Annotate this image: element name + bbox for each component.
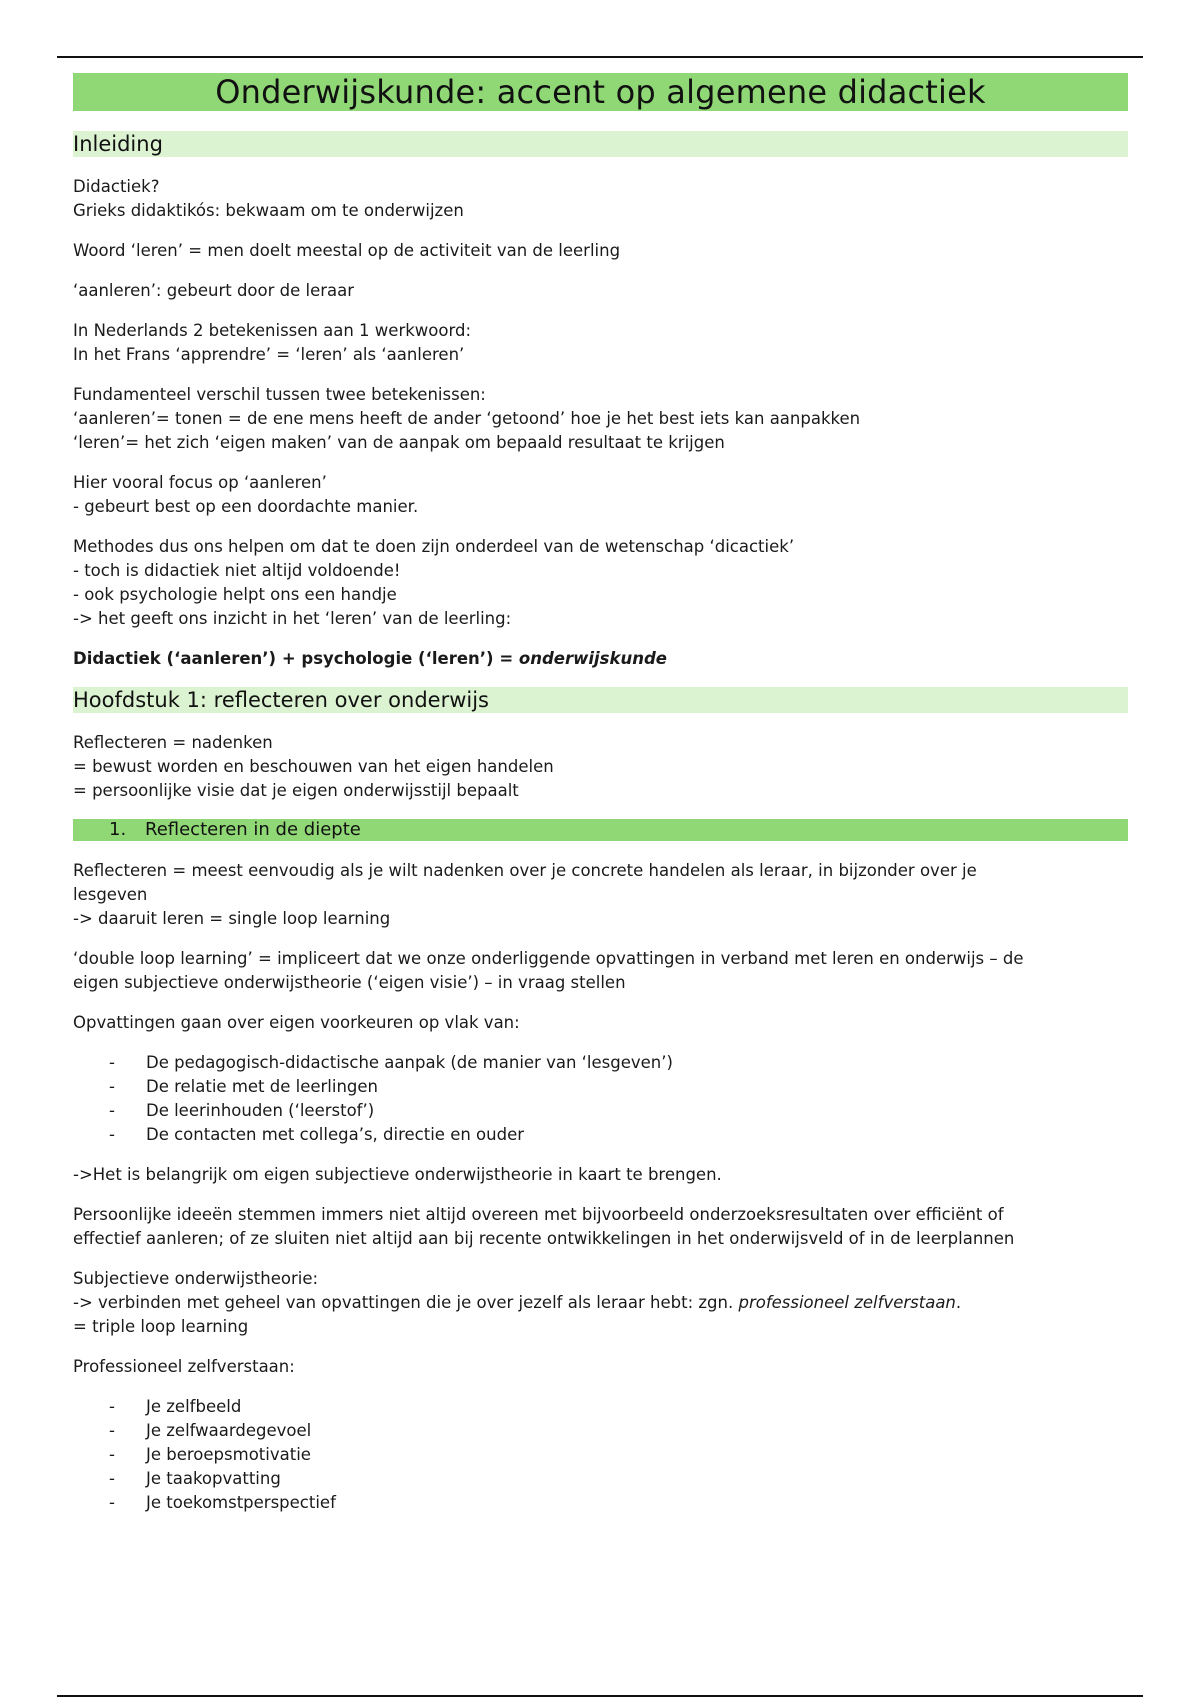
text-line: Didactiek? <box>73 177 160 196</box>
list-item-text: Je taakopvatting <box>146 1469 281 1488</box>
text-line: Hier vooral focus op ‘aanleren’ <box>73 473 327 492</box>
text-line: Grieks didaktikós: bekwaam om te onderwijzen <box>73 201 464 220</box>
text-line: ‘double loop learning’ = impliceert dat we onze onderliggende opvattingen in verband met leren en onderwijs – de <box>73 949 1024 968</box>
term-italic: professioneel zelfverstaan <box>738 1293 956 1312</box>
list-item-text: De relatie met de leerlingen <box>146 1077 379 1096</box>
list-dash: - <box>109 1421 115 1440</box>
zelfverstaan-list <box>73 1395 1128 1515</box>
text-line: Reflecteren = nadenken <box>73 733 273 752</box>
text-line: = persoonlijke visie dat je eigen onderwijsstijl bepaalt <box>73 781 519 800</box>
text-line: ‘leren’= het zich ‘eigen maken’ van de aanpak om bepaald resultaat te krijgen <box>73 433 725 452</box>
list-item <box>73 1443 1128 1467</box>
list-item-text: De pedagogisch-didactische aanpak (de manier van ‘lesgeven’) <box>146 1053 673 1072</box>
paragraph <box>73 383 1128 455</box>
paragraph <box>73 731 1128 803</box>
paragraph: Professioneel zelfverstaan: <box>73 1357 295 1376</box>
list-dash: - <box>109 1053 115 1072</box>
paragraph <box>73 471 1128 519</box>
summary-bold: Didactiek (‘aanleren’) + psychologie (‘leren’) = <box>73 649 514 668</box>
top-rule <box>57 56 1143 58</box>
text-line: Methodes dus ons helpen om dat te doen zijn onderdeel van de wetenschap ‘dicactiek’ <box>73 537 795 556</box>
opvattingen-list <box>73 1051 1128 1147</box>
paragraph <box>73 319 1128 367</box>
paragraph <box>73 947 1128 995</box>
list-item <box>73 1395 1128 1419</box>
text-line: = bewust worden en beschouwen van het eigen handelen <box>73 757 554 776</box>
text-line: lesgeven <box>73 885 148 904</box>
summary-formula <box>73 647 1128 671</box>
text-line <box>73 1291 1128 1315</box>
list-dash: - <box>109 1493 115 1512</box>
document-title: Onderwijskunde: accent op algemene didactiek <box>73 73 1128 111</box>
subheading-text: Reflecteren in de diepte <box>145 819 361 840</box>
list-item <box>73 1419 1128 1443</box>
list-item-text: Je zelfwaardegevoel <box>146 1421 312 1440</box>
paragraph: ‘aanleren’: gebeurt door de leraar <box>73 281 355 300</box>
list-item-text: Je zelfbeeld <box>146 1397 242 1416</box>
text-line: ‘aanleren’= tonen = de ene mens heeft de ander ‘getoond’ hoe je het best iets kan aanpakken <box>73 409 861 428</box>
text-line: In het Frans ‘apprendre’ = ‘leren’ als ‘aanleren’ <box>73 345 465 364</box>
list-item-text: Je toekomstperspectief <box>146 1493 336 1512</box>
text-line: Subjectieve onderwijstheorie: <box>73 1269 319 1288</box>
text-line: Persoonlijke ideeën stemmen immers niet altijd overeen met bijvoorbeeld onderzoeksresultaten over efficiënt of <box>73 1205 1004 1224</box>
list-dash: - <box>109 1469 115 1488</box>
paragraph: ->Het is belangrijk om eigen subjectieve onderwijstheorie in kaart te brengen. <box>73 1165 722 1184</box>
text-line: In Nederlands 2 betekenissen aan 1 werkwoord: <box>73 321 471 340</box>
text-line: = triple loop learning <box>73 1317 249 1336</box>
list-item-text: De leerinhouden (‘leerstof’) <box>146 1101 375 1120</box>
summary-italic: onderwijskunde <box>518 649 667 668</box>
heading-inleiding: Inleiding <box>73 131 1128 157</box>
text-line: - gebeurt best op een doordachte manier. <box>73 497 419 516</box>
list-item <box>73 1051 1128 1075</box>
list-item-text: Je beroepsmotivatie <box>146 1445 311 1464</box>
text-run: -> verbinden met geheel van opvattingen die je over jezelf als leraar hebt: zgn. <box>73 1293 734 1312</box>
list-dash: - <box>109 1125 115 1144</box>
paragraph <box>73 859 1128 931</box>
text-line: Fundamenteel verschil tussen twee betekenissen: <box>73 385 486 404</box>
subheading-number: 1. <box>109 819 127 840</box>
text-line: -> daaruit leren = single loop learning <box>73 909 391 928</box>
list-item <box>73 1099 1128 1123</box>
subheading-reflecteren <box>73 819 1128 841</box>
text-line: -> het geeft ons inzicht in het ‘leren’ van de leerling: <box>73 609 512 628</box>
list-dash: - <box>109 1397 115 1416</box>
text-line: effectief aanleren; of ze sluiten niet altijd aan bij recente ontwikkelingen in het onderwijsveld of in de leerplannen <box>73 1229 1015 1248</box>
bottom-rule <box>57 1695 1143 1697</box>
list-item <box>73 1075 1128 1099</box>
list-dash: - <box>109 1445 115 1464</box>
text-line: Reflecteren = meest eenvoudig als je wilt nadenken over je concrete handelen als leraar, in bijzonder over je <box>73 861 977 880</box>
heading-hoofdstuk-1: Hoofdstuk 1: reflecteren over onderwijs <box>73 687 1128 713</box>
text-line: - toch is didactiek niet altijd voldoende! <box>73 561 401 580</box>
paragraph <box>73 1203 1128 1251</box>
paragraph <box>73 535 1128 631</box>
paragraph: Opvattingen gaan over eigen voorkeuren op vlak van: <box>73 1013 520 1032</box>
paragraph <box>73 1267 1128 1339</box>
list-item <box>73 1467 1128 1491</box>
text-line: eigen subjectieve onderwijstheorie (‘eigen visie’) – in vraag stellen <box>73 973 626 992</box>
list-item <box>73 1491 1128 1515</box>
document-page <box>73 73 1128 1531</box>
text-run: . <box>955 1293 962 1312</box>
list-item-text: De contacten met collega’s, directie en ouder <box>146 1125 525 1144</box>
list-item <box>73 1123 1128 1147</box>
paragraph <box>73 175 1128 223</box>
paragraph: Woord ‘leren’ = men doelt meestal op de activiteit van de leerling <box>73 241 621 260</box>
list-dash: - <box>109 1077 115 1096</box>
list-dash: - <box>109 1101 115 1120</box>
text-line: - ook psychologie helpt ons een handje <box>73 585 397 604</box>
